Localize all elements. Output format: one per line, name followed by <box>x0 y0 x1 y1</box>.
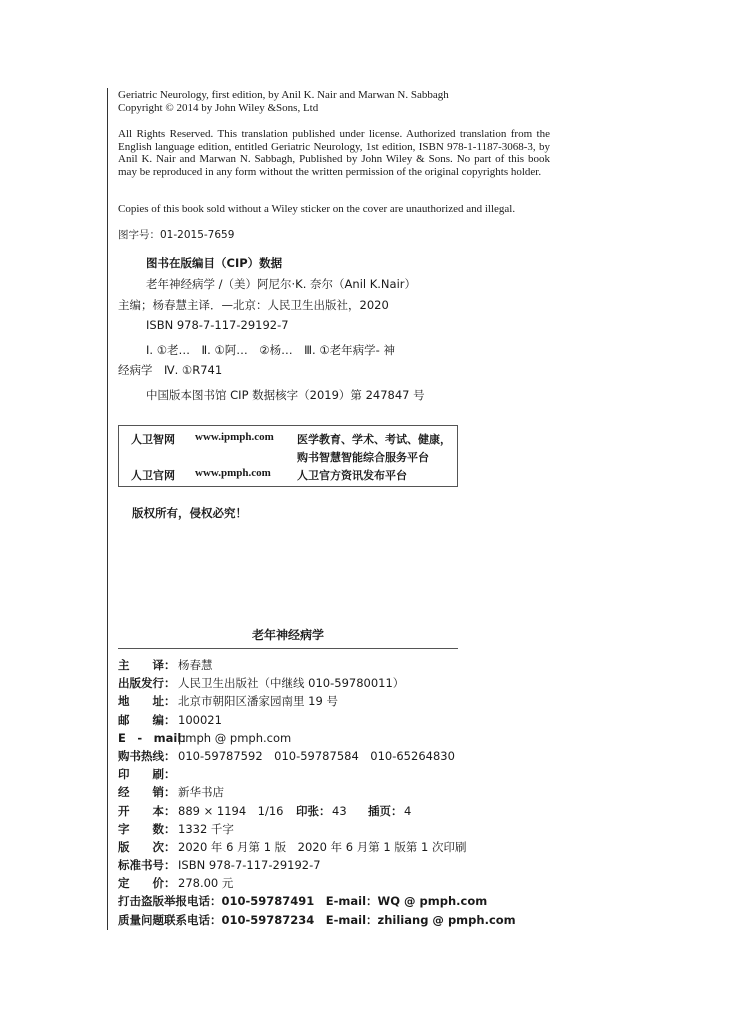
license-line-1: Geriatric Neurology, first edition, by Anil K. Nair and Marwan N. Sabbagh <box>118 89 449 101</box>
portal-url-1[interactable]: www.ipmph.com <box>195 431 274 443</box>
cip-isbn: ISBN 978-7-117-29192-7 <box>146 318 289 332</box>
postcode-label: 邮 编： <box>118 712 176 727</box>
printer-label: 印 刷： <box>118 767 176 782</box>
email-label: E - mail： <box>118 730 193 745</box>
distributor-value: 新华书店 <box>178 785 224 800</box>
price-value: 278.00 元 <box>178 876 234 891</box>
email-value[interactable]: pmph @ pmph.com <box>178 730 292 745</box>
address-label: 地 址： <box>118 694 176 709</box>
inserts-label: 插页： <box>368 803 403 818</box>
sticker-notice: Copies of this book sold without a Wiley sticker on the cover are unauthorized and illegal. <box>118 203 516 215</box>
isbn-value: ISBN 978-7-117-29192-7 <box>178 858 321 873</box>
wordcount-value: 1332 千字 <box>178 821 234 836</box>
hotline-value: 010-59787592 010-59787584 010-65264830 <box>178 748 455 763</box>
left-margin-rule <box>107 88 108 930</box>
rights-text: All Rights Reserved. This translation published under license. Authorized translation from the English language edition, entitled Geriatric Neurology, 1st edition, ISBN 978-1-1187-3068-3, by Anil K. Nair and Marwan N. Sabbagh, Published by John Wiley & Sons. No part of this book may be reproduced in any form without the written permission of the original copyrights holder. <box>118 128 550 178</box>
portal-desc-1a: 医学教育、学术、考试、健康， <box>297 433 451 446</box>
rights-paragraph <box>118 128 550 178</box>
rights-notice: 版权所有，侵权必究！ <box>132 506 247 520</box>
publisher-label: 出版发行： <box>118 676 176 691</box>
portal-desc-2: 人卫官方资讯发布平台 <box>297 469 407 482</box>
address-value: 北京市朝阳区潘家园南里 19 号 <box>178 694 338 709</box>
cip-heading: 图书在版编目（CIP）数据 <box>146 256 283 270</box>
title-divider <box>118 648 458 649</box>
translator-label: 主 译： <box>118 658 176 672</box>
cip-class-line-2: 经病学 Ⅳ. ①R741 <box>118 363 223 377</box>
hotline-label: 购书热线： <box>118 748 176 763</box>
isbn-label: 标准书号： <box>118 858 176 873</box>
portal-url-2[interactable]: www.pmph.com <box>195 467 271 479</box>
cip-record: 中国版本图书馆 CIP 数据核字（2019）第 247847 号 <box>146 388 425 402</box>
distributor-label: 经 销： <box>118 785 176 800</box>
contract-number: 图字号：01-2015-7659 <box>118 229 235 241</box>
quality-contact-line: 质量问题联系电话：010-59787234 E-mail：zhiliang @ pmph.com <box>118 912 516 927</box>
edition-label: 版 次： <box>118 839 176 854</box>
price-label: 定 价： <box>118 876 176 891</box>
format-value: 889 × 1194 1/16 <box>178 803 284 818</box>
format-label: 开 本： <box>118 803 176 818</box>
sheets-label: 印张： <box>296 803 331 818</box>
translator-value: 杨春慧 <box>178 658 213 672</box>
edition-value: 2020 年 6 月第 1 版 2020 年 6 月第 1 版第 1 次印刷 <box>178 839 467 854</box>
cip-line-1: 老年神经病学 /（美）阿尼尔·K. 奈尔（Anil K.Nair） <box>146 277 417 291</box>
inserts-value: 4 <box>404 803 412 818</box>
portal-name-2: 人卫官网 <box>131 469 175 482</box>
publisher-value: 人民卫生出版社（中继线 010-59780011） <box>178 676 405 691</box>
wordcount-label: 字 数： <box>118 821 176 836</box>
sheets-value: 43 <box>332 803 347 818</box>
portal-desc-1b: 购书智慧智能综合服务平台 <box>297 451 429 464</box>
cip-class-line-1: Ⅰ. ①老… Ⅱ. ①阿… ②杨… Ⅲ. ①老年病学- 神 <box>146 343 395 357</box>
license-header <box>118 89 550 114</box>
book-title: 老年神经病学 <box>251 628 324 642</box>
portal-name-1: 人卫智网 <box>131 433 175 446</box>
postcode-value: 100021 <box>178 712 222 727</box>
portal-box <box>118 425 458 487</box>
piracy-report-line: 打击盗版举报电话：010-59787491 E-mail：WQ @ pmph.com <box>118 894 488 909</box>
cip-line-2: 主编；杨春慧主译．—北京：人民卫生出版社，2020 <box>118 298 389 312</box>
copyright-line: Copyright © 2014 by John Wiley &Sons, Ltd <box>118 101 319 114</box>
